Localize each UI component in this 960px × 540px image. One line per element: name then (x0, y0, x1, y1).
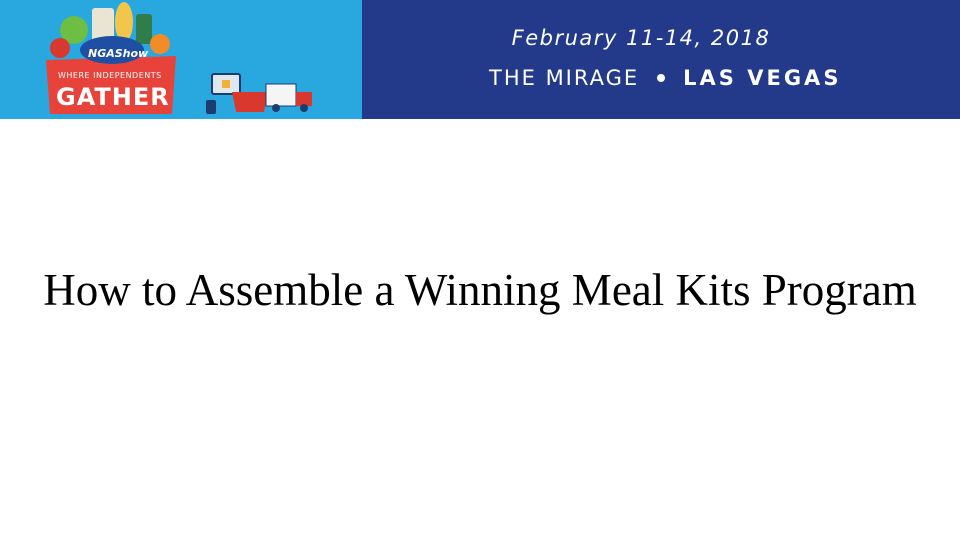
event-city: LAS VEGAS (683, 66, 842, 90)
bread-icon (115, 2, 133, 42)
header-banner (0, 0, 960, 119)
event-venue: THE MIRAGE (489, 66, 640, 90)
event-date-text: February 11-14, 2018 (511, 26, 771, 50)
slide-title: How to Assemble a Winning Meal Kits Program (43, 265, 917, 315)
truck-cab-icon (296, 92, 312, 106)
logo-headline: GATHER (56, 83, 170, 111)
nga-show-logo-area (0, 0, 362, 119)
separator-dot-icon (657, 74, 665, 82)
event-info (362, 0, 960, 119)
logo-tagline: WHERE INDEPENDENTS (58, 71, 162, 80)
nga-show-logo-icon (0, 0, 362, 119)
basket-icon (232, 92, 268, 112)
truck-icon (266, 84, 296, 106)
truck-wheel-icon (300, 104, 308, 112)
event-venue-line (489, 66, 841, 90)
logo-badge-text: NGAShow (88, 47, 149, 60)
bottle-icon (136, 14, 152, 44)
orange-icon (150, 34, 170, 54)
tomato-icon (50, 38, 70, 58)
truck-wheel-icon (272, 104, 280, 112)
screen-cart-icon (222, 80, 230, 88)
phone-icon (206, 100, 216, 114)
event-date (362, 26, 960, 50)
